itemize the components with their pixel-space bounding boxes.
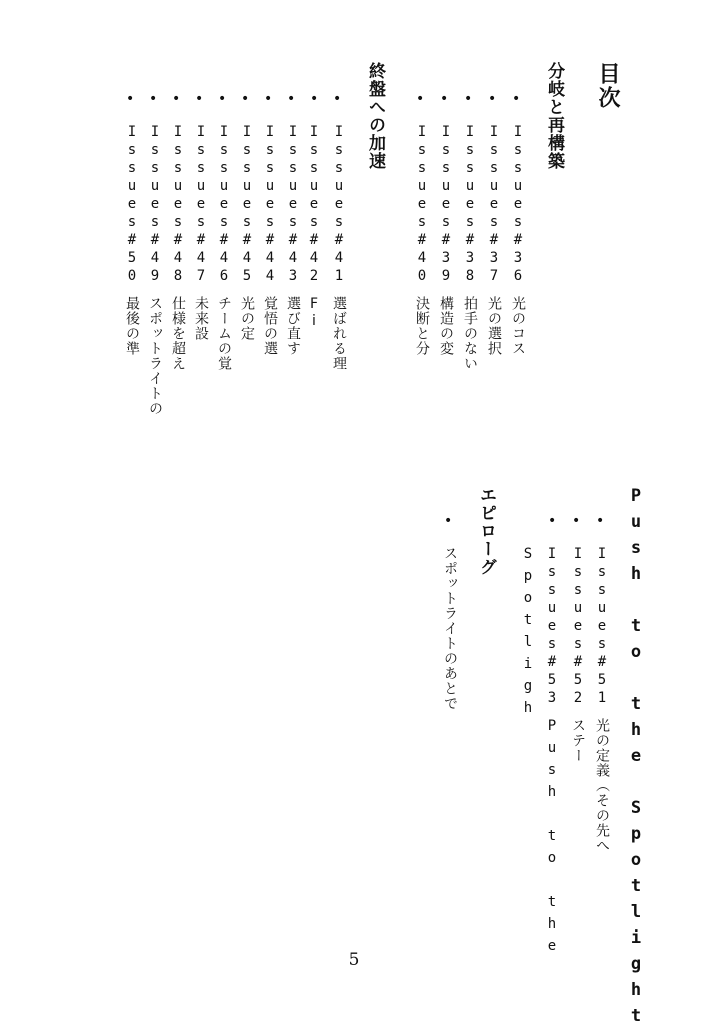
list-bullet: • [548, 513, 557, 529]
list-item: Issues#42Fi [306, 124, 322, 330]
list-bullet: • [440, 91, 449, 107]
list-bullet: • [264, 91, 273, 107]
list-item: Issues#40決断と分 [414, 124, 430, 356]
list-bullet: • [310, 91, 319, 107]
list-item-continuation: Spotligh [520, 546, 536, 722]
list-item: Issues#39構造の変 [438, 124, 454, 356]
section-heading-epilogue: エピローグ [476, 486, 496, 576]
section-heading-push-to-the-spotlight: Push to the Spotlight [626, 486, 646, 1032]
list-bullet: • [416, 91, 425, 107]
section-heading-branching: 分岐と再構築 [544, 62, 564, 170]
list-item: Issues#41選ばれる理 [331, 124, 347, 371]
list-item: Issues#47未来設 [193, 124, 209, 341]
list-bullet: • [596, 513, 605, 529]
list-item: Issues#44覚悟の選 [262, 124, 278, 356]
list-bullet: • [572, 513, 581, 529]
list-bullet: • [333, 91, 342, 107]
list-bullet: • [287, 91, 296, 107]
list-bullet: • [172, 91, 181, 107]
list-item: Issues#36光のコス [510, 124, 526, 356]
page-number: 5 [348, 950, 360, 970]
list-item: Issues#51光の定義（その先へ [594, 546, 610, 853]
list-bullet: • [149, 91, 158, 107]
list-item: Issues#45光の定 [239, 124, 255, 341]
list-bullet: • [512, 91, 521, 107]
section-heading-acceleration: 終盤への加速 [365, 62, 385, 170]
toc-title: 目次 [595, 62, 620, 110]
list-bullet: • [241, 91, 250, 107]
list-item: Issues#53Push to the [544, 546, 560, 960]
list-item: スポットライトのあとで [442, 546, 458, 711]
list-bullet: • [464, 91, 473, 107]
list-item: Issues#50最後の準 [124, 124, 140, 356]
list-bullet: • [195, 91, 204, 107]
list-item: Issues#37光の選択 [486, 124, 502, 356]
list-bullet: • [444, 513, 453, 529]
list-item: Issues#49スポットライトの [147, 124, 163, 416]
list-bullet: • [218, 91, 227, 107]
list-item: Issues#52ステー [570, 546, 586, 763]
list-item: Issues#46チームの覚 [216, 124, 232, 371]
list-bullet: • [488, 91, 497, 107]
list-item: Issues#43選び直す [285, 124, 301, 356]
list-item: Issues#38拍手のない [462, 124, 478, 371]
list-item: Issues#48仕様を超え [170, 124, 186, 371]
list-bullet: • [126, 91, 135, 107]
